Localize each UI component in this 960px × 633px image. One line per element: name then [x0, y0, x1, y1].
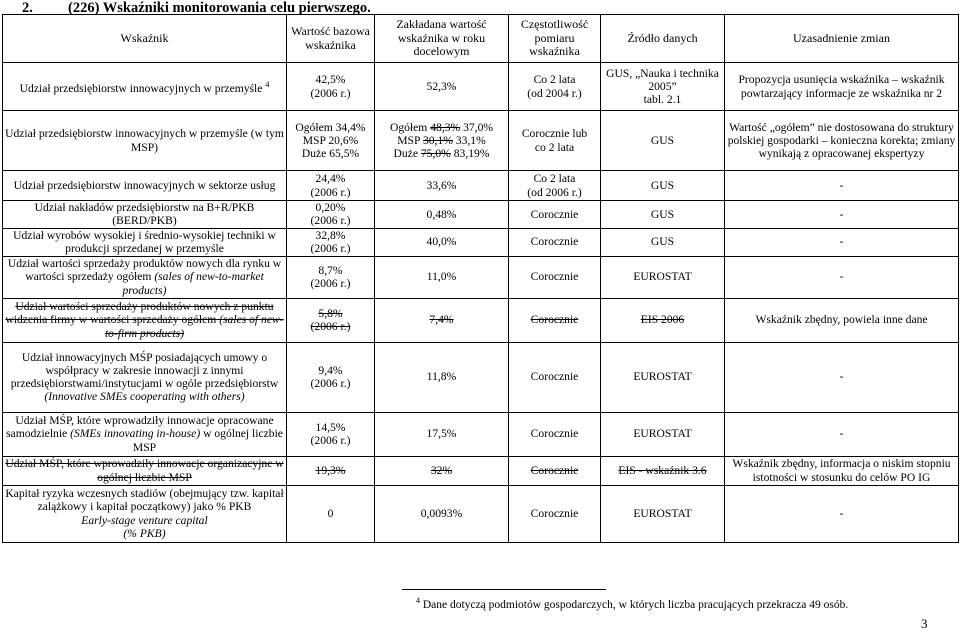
base-value-cell: 32,8% (2006 r.) [287, 228, 375, 256]
target-value-cell: Ogółem 48,3% 37,0% MSP 30,1% 33,1% Duże 75,0% 83,19% [375, 111, 509, 171]
source-cell: EUROSTAT [601, 485, 725, 542]
table-row [3, 456, 959, 485]
source-cell: GUS [601, 171, 725, 201]
footnote-number: 4 [416, 596, 420, 605]
indicator-cell: Udział przedsiębiorstw innowacyjnych w sektorze usług [3, 171, 287, 201]
indicator-cell: Udział wartości sprzedaży produktów nowych dla rynku w wartości sprzedaży ogółem (sales of new-to-market products) [3, 256, 287, 298]
base-value-cell: 9,4% (2006 r.) [287, 342, 375, 412]
frequency-cell: Corocznie [509, 412, 601, 456]
base-value-cell: 42,5% (2006 r.) [287, 63, 375, 111]
frequency-cell: Co 2 lata (od 2004 r.) [509, 63, 601, 111]
base-value-cell: Ogółem 34,4% MSP 20,6% Duże 65,5% [287, 111, 375, 171]
struck-old-value: 48,3% [430, 120, 461, 134]
target-value-cell: 40,0% [375, 228, 509, 256]
table-header-row [3, 15, 959, 63]
target-value-cell: 11,0% [375, 256, 509, 298]
source-cell: GUS [601, 201, 725, 229]
footnote-ref: 4 [265, 79, 270, 89]
target-value-cell: 17,5% [375, 412, 509, 456]
target-value-cell: 33,6% [375, 171, 509, 201]
table-row [3, 111, 959, 171]
base-value-cell: 8,7% (2006 r.) [287, 256, 375, 298]
target-value-cell: 32% [375, 456, 509, 485]
indicator-cell: Udział MŚP, które wprowadziły innowacje organizacyjne w ogólnej liczbie MSP [3, 456, 287, 485]
footnote-text: Dane dotyczą podmiotów gospodarczych, w których liczba pracujących przekracza 49 osób. [422, 598, 849, 611]
table-row [3, 201, 959, 229]
section-title: (226) Wskaźniki monitorowania celu pierwszego. [68, 0, 371, 16]
header-indicator: Wskaźnik [3, 15, 287, 63]
frequency-cell: Corocznie [509, 201, 601, 229]
indicator-cell: Udział wyrobów wysokiej i średnio-wysokiej techniki w produkcji sprzedanej w przemyśle [3, 228, 287, 256]
base-value-cell: 0,20% (2006 r.) [287, 201, 375, 229]
table-row [3, 171, 959, 201]
base-value-cell: 19,3% [287, 456, 375, 485]
footnote-separator [402, 589, 606, 590]
header-base-value: Wartość bazowa wskaźnika [287, 15, 375, 63]
header-source: Źródło danych [601, 15, 725, 63]
frequency-cell: Corocznie [509, 228, 601, 256]
section-number: 2. [22, 0, 33, 16]
header-target-value: Zakładana wartość wskaźnika w roku docelowym [375, 15, 509, 63]
justification-cell: - [725, 412, 959, 456]
frequency-cell: Corocznie [509, 485, 601, 542]
frequency-cell: Corocznie [509, 256, 601, 298]
table-row [3, 298, 959, 342]
source-cell: GUS [601, 111, 725, 171]
target-value-cell: 7,4% [375, 298, 509, 342]
source-cell: GUS, „Nauka i technika 2005” tabl. 2.1 [601, 63, 725, 111]
table-row [3, 228, 959, 256]
table-row [3, 256, 959, 298]
page-number: 3 [921, 616, 928, 631]
justification-cell: Wskaźnik zbędny, informacja o niskim stopniu istotności w stosunku do celów PO IG [725, 456, 959, 485]
indicator-cell: Udział nakładów przedsiębiorstw na B+R/PKB (BERD/PKB) [3, 201, 287, 229]
base-value-cell: 24,4% (2006 r.) [287, 171, 375, 201]
frequency-cell: Corocznie [509, 298, 601, 342]
indicator-cell: Udział przedsiębiorstw innowacyjnych w przemyśle $^4$ [3, 63, 287, 111]
target-value-cell: 11,8% [375, 342, 509, 412]
table-row [3, 63, 959, 111]
table-row [3, 412, 959, 456]
source-cell: EIS 2006 [601, 298, 725, 342]
struck-old-value: 30,1% [422, 133, 453, 147]
footnote [416, 596, 848, 611]
justification-cell: - [725, 256, 959, 298]
justification-cell: - [725, 201, 959, 229]
source-cell: EIS - wskaźnik 3.6 [601, 456, 725, 485]
frequency-cell: Corocznie [509, 456, 601, 485]
source-cell: GUS [601, 228, 725, 256]
target-value-cell: 0,48% [375, 201, 509, 229]
table-row [3, 485, 959, 542]
indicator-cell: Udział przedsiębiorstw innowacyjnych w przemyśle (w tym MSP) [3, 111, 287, 171]
justification-cell: - [725, 485, 959, 542]
indicators-table [2, 14, 959, 543]
indicator-cell: Udział innowacyjnych MŚP posiadających umowy o współpracy w zakresie innowacji z innymi przedsiębiorstwami/instytucjami w ogóle przedsiębiorstw (Innovative SMEs cooperating with others) [3, 342, 287, 412]
frequency-cell: Corocznie [509, 342, 601, 412]
struck-old-value: 75,0% [420, 147, 451, 161]
justification-cell: - [725, 228, 959, 256]
indicator-cell: Kapitał ryzyka wczesnych stadiów (obejmujący tzw. kapitał zalążkowy i kapitał początkowy) jako % PKB Early-stage venture capital (% PKB) [3, 485, 287, 542]
source-cell: EUROSTAT [601, 256, 725, 298]
justification-cell: - [725, 171, 959, 201]
indicator-cell: Udział MŚP, które wprowadziły innowacje opracowane samodzielnie (SMEs innovating in-house) w ogólnej liczbie MSP [3, 412, 287, 456]
base-value-cell: 14,5% (2006 r.) [287, 412, 375, 456]
justification-cell: Wskaźnik zbędny, powiela inne dane [725, 298, 959, 342]
indicator-cell: Udział wartości sprzedaży produktów nowych z punktu widzenia firmy w wartości sprzedaży ogółem (sales of new-to-firm products) [3, 298, 287, 342]
header-justification: Uzasadnienie zmian [725, 15, 959, 63]
base-value-cell: 0 [287, 485, 375, 542]
header-frequency: Częstotliwość pomiaru wskaźnika [509, 15, 601, 63]
justification-cell: Wartość „ogółem” nie dostosowana do struktury polskiej gospodarki – konieczna korekta; zmiany wynikają z opracowanej ekspertyzy [725, 111, 959, 171]
table-row [3, 342, 959, 412]
target-value-cell: 0,0093% [375, 485, 509, 542]
frequency-cell: Corocznie lub co 2 lata [509, 111, 601, 171]
justification-cell: - [725, 342, 959, 412]
frequency-cell: Co 2 lata (od 2006 r.) [509, 171, 601, 201]
justification-cell: Propozycja usunięcia wskaźnika – wskaźnik powtarzający informacje ze wskaźnika nr 2 [725, 63, 959, 111]
source-cell: EUROSTAT [601, 412, 725, 456]
target-value-cell: 52,3% [375, 63, 509, 111]
source-cell: EUROSTAT [601, 342, 725, 412]
base-value-cell: 5,8% (2006 r.) [287, 298, 375, 342]
